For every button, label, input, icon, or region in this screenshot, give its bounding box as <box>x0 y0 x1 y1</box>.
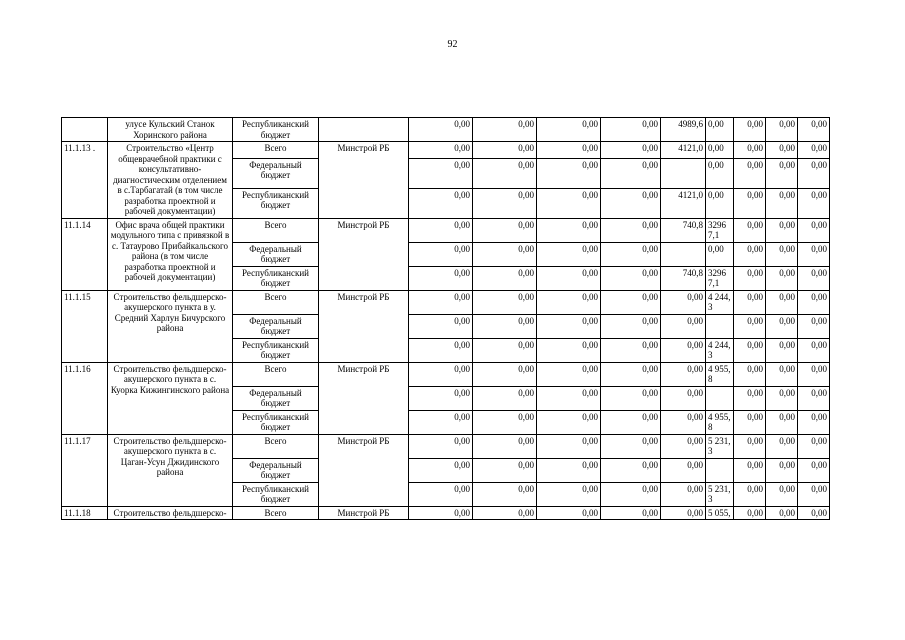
table-cell-val: 0,00 <box>661 290 706 314</box>
table-cell-wrap: 0,00 <box>706 242 734 266</box>
table-cell-src: Всего <box>233 142 319 159</box>
table-cell-val: 0,00 <box>473 434 537 458</box>
table-cell-val: 0,00 <box>798 266 830 290</box>
table-cell-val: 0,00 <box>409 362 473 386</box>
table-cell-val: 0,00 <box>734 410 766 434</box>
table-cell-code: 11.1.14 <box>62 218 108 290</box>
table-cell-val: 0,00 <box>766 386 798 410</box>
table-cell-exec: Минстрой РБ <box>319 506 409 520</box>
table-cell-val: 0,00 <box>661 338 706 362</box>
table-cell-val: 0,00 <box>601 362 661 386</box>
table-cell-src: Всего <box>233 362 319 386</box>
table-cell-val: 0,00 <box>537 218 601 242</box>
table-cell-val: 0,00 <box>766 290 798 314</box>
table-cell-src: Республиканский бюджет <box>233 266 319 290</box>
table-cell-wrap: 4 244,3 <box>706 290 734 314</box>
table-cell-val: 0,00 <box>537 290 601 314</box>
table-cell-val: 0,00 <box>661 506 706 520</box>
table-cell-val: 0,00 <box>766 362 798 386</box>
table-cell-val: 0,00 <box>601 158 661 188</box>
table-cell-val: 0,00 <box>661 410 706 434</box>
table-cell-val: 0,00 <box>766 158 798 188</box>
table-cell-val: 0,00 <box>766 266 798 290</box>
table-cell-val: 0,00 <box>601 218 661 242</box>
table-cell-val: 0,00 <box>473 142 537 159</box>
table-cell-wrap <box>706 458 734 482</box>
table-cell-val: 0,00 <box>473 458 537 482</box>
table-body <box>62 118 830 520</box>
table-cell-src: Федеральный бюджет <box>233 314 319 338</box>
table-cell-val: 0,00 <box>798 338 830 362</box>
table-cell-code: 11.1.16 <box>62 362 108 434</box>
table-cell-code: 11.1.18 <box>62 506 108 520</box>
table-cell-wrap: 5 231,3 <box>706 434 734 458</box>
table-cell-exec: Минстрой РБ <box>319 290 409 362</box>
table-cell-val: 0,00 <box>409 218 473 242</box>
table-cell-wrap: 0,00 <box>706 142 734 159</box>
table-cell-wrap: 4 244,3 <box>706 338 734 362</box>
table-cell-val: 4121,0 <box>661 142 706 159</box>
table-cell-val: 0,00 <box>409 242 473 266</box>
table-cell-val: 0,00 <box>798 458 830 482</box>
table-cell-val: 0,00 <box>537 338 601 362</box>
table-cell-val: 0,00 <box>766 338 798 362</box>
table-cell-val: 4989,6 <box>661 118 706 142</box>
table-cell-val: 0,00 <box>734 188 766 218</box>
table-cell-val: 0,00 <box>537 458 601 482</box>
table-cell-val: 0,00 <box>537 506 601 520</box>
table-cell-val: 0,00 <box>537 242 601 266</box>
table-cell-val: 0,00 <box>798 410 830 434</box>
table-cell-val: 0,00 <box>734 386 766 410</box>
table-cell-val: 0,00 <box>601 290 661 314</box>
table-cell-val: 0,00 <box>601 142 661 159</box>
table-cell-val: 0,00 <box>537 314 601 338</box>
table-cell-src: Республиканский бюджет <box>233 410 319 434</box>
table-row <box>62 506 830 520</box>
table-cell-val: 0,00 <box>537 362 601 386</box>
table-cell-val: 0,00 <box>798 290 830 314</box>
table-cell-exec: Минстрой РБ <box>319 434 409 506</box>
table-cell-val: 740,8 <box>661 218 706 242</box>
table-cell-wrap: 0,00 <box>706 188 734 218</box>
table-cell-val: 0,00 <box>473 338 537 362</box>
table-row <box>62 118 830 142</box>
table-cell-src: Всего <box>233 434 319 458</box>
table-cell-val: 0,00 <box>798 158 830 188</box>
table-cell-name: Строительство фельдшерско-акушерского пункта в с. Куорка Кижингинского района <box>108 362 233 434</box>
table-cell-val: 0,00 <box>537 188 601 218</box>
table-cell-src: Республиканский бюджет <box>233 188 319 218</box>
table-cell-src: Республиканский бюджет <box>233 338 319 362</box>
table-cell-val: 0,00 <box>601 188 661 218</box>
table-cell-val: 0,00 <box>473 314 537 338</box>
table-cell-val: 0,00 <box>537 118 601 142</box>
table-cell-val: 0,00 <box>537 386 601 410</box>
table-cell-val: 0,00 <box>537 266 601 290</box>
table-row <box>62 142 830 159</box>
table-cell-name: Строительство фельдшерско-акушерского пункта в с. Цаган-Усун Джидинского района <box>108 434 233 506</box>
table-cell-val: 0,00 <box>734 218 766 242</box>
table-cell-val: 0,00 <box>537 410 601 434</box>
table-cell-wrap: 5 055, <box>706 506 734 520</box>
table-cell-val: 0,00 <box>766 482 798 506</box>
table-cell-val: 0,00 <box>766 410 798 434</box>
table-cell-val: 0,00 <box>734 290 766 314</box>
table-cell-val: 0,00 <box>734 118 766 142</box>
table-cell-val: 0,00 <box>473 410 537 434</box>
table-cell-wrap <box>706 386 734 410</box>
table-cell-val: 0,00 <box>661 386 706 410</box>
table-cell-val: 0,00 <box>766 434 798 458</box>
table-cell-val: 0,00 <box>734 338 766 362</box>
table-cell-val: 0,00 <box>766 242 798 266</box>
table-cell-val: 0,00 <box>766 314 798 338</box>
table-cell-val: 0,00 <box>409 482 473 506</box>
table-cell-val: 0,00 <box>537 434 601 458</box>
table-cell-val: 0,00 <box>734 434 766 458</box>
table-cell-val: 0,00 <box>766 506 798 520</box>
table-cell-val: 0,00 <box>798 118 830 142</box>
table-cell-val: 0,00 <box>409 434 473 458</box>
table-cell-val: 0,00 <box>409 338 473 362</box>
table-cell-val: 0,00 <box>473 266 537 290</box>
table-cell-val: 0,00 <box>661 482 706 506</box>
table-cell-name: улусе Кульский Станок Хоринского района <box>108 118 233 142</box>
table-cell-val: 0,00 <box>798 314 830 338</box>
table-cell-val: 0,00 <box>409 118 473 142</box>
table-cell-wrap <box>706 314 734 338</box>
table-cell-exec: Минстрой РБ <box>319 362 409 434</box>
table-cell-src: Республиканский бюджет <box>233 118 319 142</box>
table-cell-val: 0,00 <box>798 506 830 520</box>
table-cell-val: 0,00 <box>798 218 830 242</box>
table-cell-val: 0,00 <box>734 142 766 159</box>
table-cell-val: 0,00 <box>798 386 830 410</box>
budget-table <box>61 117 830 520</box>
table-cell-val: 4121,0 <box>661 188 706 218</box>
table-cell-val: 0,00 <box>661 458 706 482</box>
table-cell-val: 0,00 <box>734 266 766 290</box>
table-cell-val: 0,00 <box>473 218 537 242</box>
table-cell-val: 0,00 <box>537 142 601 159</box>
table-cell-val: 0,00 <box>734 314 766 338</box>
table-cell-val: 0,00 <box>409 188 473 218</box>
table-cell-val: 0,00 <box>601 434 661 458</box>
table-cell-val: 0,00 <box>473 188 537 218</box>
table-cell-val: 0,00 <box>601 458 661 482</box>
table-cell-val: 0,00 <box>409 314 473 338</box>
table-cell-val: 0,00 <box>601 266 661 290</box>
table-cell-val: 0,00 <box>409 142 473 159</box>
table-cell-val: 0,00 <box>409 290 473 314</box>
table-cell-wrap: 32967,1 <box>706 218 734 242</box>
table-cell-val: 0,00 <box>798 242 830 266</box>
table-cell-val: 0,00 <box>798 188 830 218</box>
table-cell-val: 0,00 <box>798 362 830 386</box>
table-cell-name: Строительство «Центр общеврачебной практики с консультативно-диагностическим отделением в с.Тарбагатай (в том числе разработка проектной и рабочей документации) <box>108 142 233 219</box>
table-cell-val: 0,00 <box>601 118 661 142</box>
table-cell-src: Всего <box>233 290 319 314</box>
table-cell-val: 0,00 <box>473 242 537 266</box>
table-cell-src: Федеральный бюджет <box>233 158 319 188</box>
table-cell-wrap: 4 955,8 <box>706 362 734 386</box>
table-cell-val: 0,00 <box>601 242 661 266</box>
table-cell-val: 0,00 <box>473 290 537 314</box>
table-cell-src: Всего <box>233 218 319 242</box>
table-cell-val: 0,00 <box>601 314 661 338</box>
table-cell-exec <box>319 118 409 142</box>
table-cell-val: 0,00 <box>798 434 830 458</box>
table-cell-val: 740,8 <box>661 266 706 290</box>
table-cell-val: 0,00 <box>766 142 798 159</box>
table-cell-val: 0,00 <box>734 506 766 520</box>
table-cell-val: 0,00 <box>601 506 661 520</box>
table-cell-val: 0,00 <box>601 386 661 410</box>
table-cell-val: 0,00 <box>601 410 661 434</box>
table-cell-src: Федеральный бюджет <box>233 458 319 482</box>
table-cell-val <box>661 158 706 188</box>
table-cell-val: 0,00 <box>766 118 798 142</box>
table-cell-val: 0,00 <box>766 458 798 482</box>
table-cell-name: Строительство фельдшерско-акушерского пункта в у. Средний Харлун Бичурского района <box>108 290 233 362</box>
table-cell-val: 0,00 <box>473 158 537 188</box>
table-cell-val: 0,00 <box>473 118 537 142</box>
table-cell-val: 0,00 <box>734 242 766 266</box>
table-cell-val: 0,00 <box>734 362 766 386</box>
table-cell-src: Федеральный бюджет <box>233 242 319 266</box>
table-cell-exec: Минстрой РБ <box>319 218 409 290</box>
table-cell-src: Федеральный бюджет <box>233 386 319 410</box>
table-cell-val: 0,00 <box>734 482 766 506</box>
table-cell-name: Строительство фельдшерско- <box>108 506 233 520</box>
table-cell-wrap: 32967,1 <box>706 266 734 290</box>
table-row <box>62 290 830 314</box>
table-cell-val: 0,00 <box>473 482 537 506</box>
table-cell-code <box>62 118 108 142</box>
table-cell-val: 0,00 <box>661 314 706 338</box>
table-cell-val: 0,00 <box>734 158 766 188</box>
table-cell-val: 0,00 <box>798 142 830 159</box>
table-cell-src: Республиканский бюджет <box>233 482 319 506</box>
table-cell-code: 11.1.13 . <box>62 142 108 219</box>
table-cell-val: 0,00 <box>409 158 473 188</box>
table-cell-wrap: 4 955,8 <box>706 410 734 434</box>
table-cell-wrap: 0,00 <box>706 118 734 142</box>
table-row <box>62 362 830 386</box>
table-cell-val: 0,00 <box>409 410 473 434</box>
table-cell-val: 0,00 <box>734 458 766 482</box>
table-cell-val: 0,00 <box>766 188 798 218</box>
table-cell-wrap: 5 231,3 <box>706 482 734 506</box>
table-cell-val: 0,00 <box>798 482 830 506</box>
table-cell-val: 0,00 <box>537 482 601 506</box>
table-cell-val <box>661 242 706 266</box>
table-cell-val: 0,00 <box>601 338 661 362</box>
table-cell-code: 11.1.15 <box>62 290 108 362</box>
table-cell-code: 11.1.17 <box>62 434 108 506</box>
table-cell-src: Всего <box>233 506 319 520</box>
table-row <box>62 434 830 458</box>
page-number: 92 <box>447 39 458 50</box>
table-cell-val: 0,00 <box>409 458 473 482</box>
table-cell-val: 0,00 <box>409 266 473 290</box>
table-cell-val: 0,00 <box>473 386 537 410</box>
table-cell-val: 0,00 <box>473 506 537 520</box>
table-cell-name: Офис врача общей практики модульного типа с привязкой в с. Татаурово Прибайкальского района (в том числе разработка проектной и рабочей документации) <box>108 218 233 290</box>
table-row <box>62 218 830 242</box>
table-cell-exec: Минстрой РБ <box>319 142 409 219</box>
table-cell-val: 0,00 <box>409 506 473 520</box>
table-cell-val: 0,00 <box>601 482 661 506</box>
table-cell-val: 0,00 <box>661 362 706 386</box>
table-cell-val: 0,00 <box>473 362 537 386</box>
table-cell-val: 0,00 <box>766 218 798 242</box>
table-cell-val: 0,00 <box>661 434 706 458</box>
table-cell-val: 0,00 <box>409 386 473 410</box>
table-cell-val: 0,00 <box>537 158 601 188</box>
table-cell-wrap: 0,00 <box>706 158 734 188</box>
